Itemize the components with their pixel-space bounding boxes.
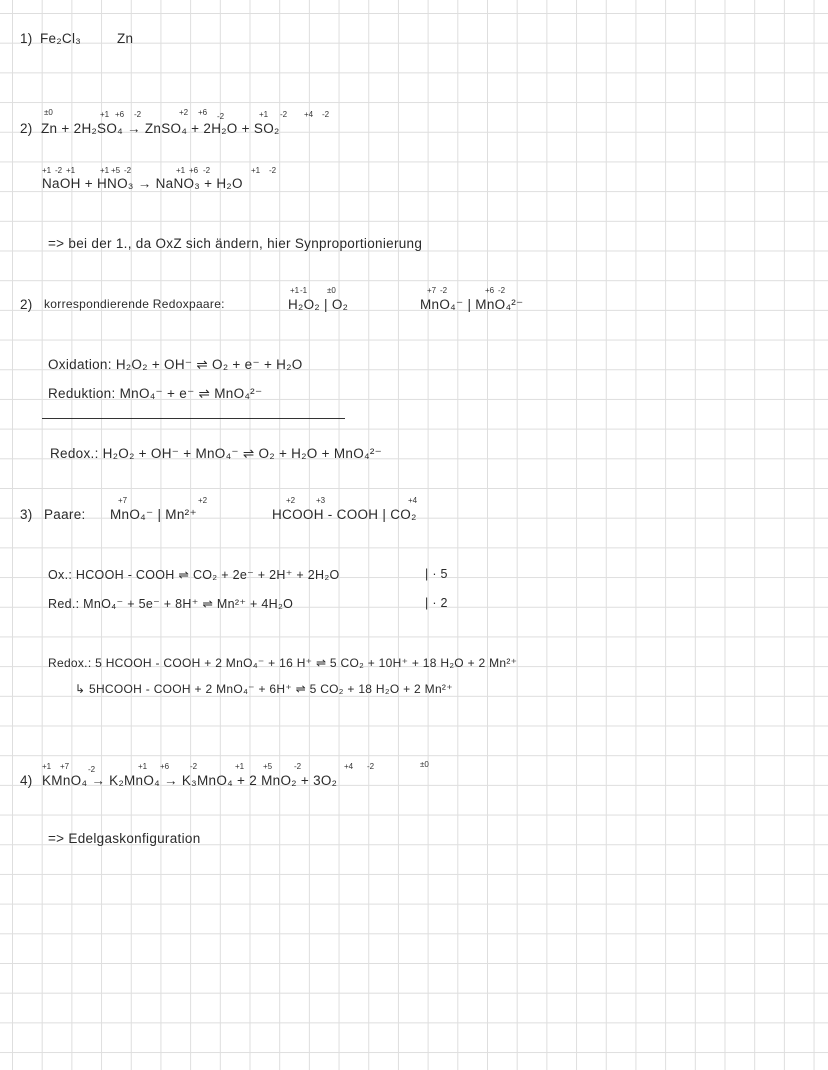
oxidation-number: +1 [100, 110, 110, 119]
oxidation-number: +6 [485, 286, 495, 295]
oxidation-number: +1 [100, 166, 110, 175]
equation-zn-h2so4: Zn + 2H₂SO₄ → ZnSO₄ + 2H₂O + SO₂ [41, 121, 280, 136]
task3-label: 3) [20, 507, 33, 522]
oxidation-number: -2 [134, 110, 142, 119]
reduction-half-reaction: Reduktion: MnO₄⁻ + e⁻ ⇌ MnO₄²⁻ [48, 386, 263, 401]
oxidation-number: +2 [179, 108, 189, 117]
oxidation-number: ±0 [44, 108, 53, 117]
oxidation-number: +4 [304, 110, 314, 119]
oxidation-number: -2 [124, 166, 132, 175]
oxidation-number: +5 [111, 166, 121, 175]
oxidation-number: -2 [190, 762, 198, 771]
oxidation-number: +7 [60, 762, 70, 771]
oxidation-number: +4 [408, 496, 418, 505]
oxidation-number: -2 [440, 286, 448, 295]
task1-label: 1) [20, 31, 33, 46]
task2a-label: 2) [20, 121, 33, 136]
oxidation-number: +1 [42, 762, 52, 771]
oxidation-number: +5 [263, 762, 273, 771]
task2a-conclusion: => bei der 1., da OxZ sich ändern, hier Synproportionierung [48, 236, 423, 251]
redox-pair-oxalic: HCOOH - COOH | CO₂ [272, 507, 417, 522]
task4-conclusion: => Edelgaskonfiguration [48, 831, 201, 846]
task1-element: Zn [117, 31, 134, 46]
oxidation-number: +1 [66, 166, 76, 175]
equation-naoh-hno3: NaOH + HNO₃ → NaNO₃ + H₂O [42, 176, 243, 191]
red-factor: | · 2 [425, 596, 448, 610]
oxidation-number: -2 [203, 166, 211, 175]
oxidation-number: +2 [286, 496, 296, 505]
redox-pairs-title: korrespondierende Redoxpaare: [44, 297, 225, 311]
oxidation-number: +1 [176, 166, 186, 175]
oxidation-number: +1 [259, 110, 269, 119]
oxidation-number: -2 [269, 166, 277, 175]
oxidation-number: +6 [115, 110, 125, 119]
oxidation-half-reaction: Oxidation: H₂O₂ + OH⁻ ⇌ O₂ + e⁻ + H₂O [48, 357, 303, 372]
oxidation-number: ±0 [327, 286, 336, 295]
redox-equation-full: Redox.: 5 HCOOH - COOH + 2 MnO₄⁻ + 16 H⁺ ⇌ 5 CO₂ + 10H⁺ + 18 H₂O + 2 Mn²⁺ [48, 656, 518, 670]
oxidation-number: -2 [280, 110, 288, 119]
redox-pair-h2o2: H₂O₂ | O₂ [288, 297, 349, 312]
oxidation-number: +7 [427, 286, 437, 295]
oxidation-number: +1 [290, 286, 300, 295]
task4-label: 4) [20, 773, 33, 788]
oxidation-number: -2 [322, 110, 330, 119]
task1-formula: Fe₂Cl₃ [40, 31, 82, 46]
oxidation-number: +6 [189, 166, 199, 175]
oxidation-number: +1 [235, 762, 245, 771]
pairs-title: Paare: [44, 507, 86, 522]
redox-equation-simplified: ↳ 5HCOOH - COOH + 2 MnO₄⁻ + 6H⁺ ⇌ 5 CO₂ + 18 H₂O + 2 Mn²⁺ [75, 682, 453, 696]
redox-pair-mn: MnO₄⁻ | Mn²⁺ [110, 507, 197, 522]
oxidation-number: -2 [498, 286, 506, 295]
oxidation-number: -2 [294, 762, 302, 771]
redox-pair-mno4: MnO₄⁻ | MnO₄²⁻ [420, 297, 524, 312]
oxidation-number: +3 [316, 496, 326, 505]
oxidation-number: -2 [217, 112, 225, 121]
ox-factor: | · 5 [425, 567, 448, 581]
task2b-label: 2) [20, 297, 33, 312]
oxidation-number: -2 [367, 762, 375, 771]
ox-half-reaction: Ox.: HCOOH - COOH ⇌ CO₂ + 2e⁻ + 2H⁺ + 2H₂O [48, 568, 340, 582]
equation-kmno4: KMnO₄ → K₂MnO₄ → K₃MnO₄ + 2 MnO₂ + 3O₂ [42, 773, 338, 788]
oxidation-number: +4 [344, 762, 354, 771]
oxidation-number: -2 [88, 765, 96, 774]
oxidation-number: +2 [198, 496, 208, 505]
divider-line [42, 418, 345, 419]
oxidation-number: -2 [55, 166, 63, 175]
oxidation-number: +6 [198, 108, 208, 117]
oxidation-number: +1 [251, 166, 261, 175]
oxidation-number: +1 [42, 166, 52, 175]
oxidation-number: +6 [160, 762, 170, 771]
redox-equation: Redox.: H₂O₂ + OH⁻ + MnO₄⁻ ⇌ O₂ + H₂O + MnO₄²⁻ [50, 446, 383, 461]
oxidation-number: +7 [118, 496, 128, 505]
oxidation-number: -1 [300, 286, 308, 295]
red-half-reaction: Red.: MnO₄⁻ + 5e⁻ + 8H⁺ ⇌ Mn²⁺ + 4H₂O [48, 597, 294, 611]
oxidation-number: +1 [138, 762, 148, 771]
oxidation-number: ±0 [420, 760, 429, 769]
